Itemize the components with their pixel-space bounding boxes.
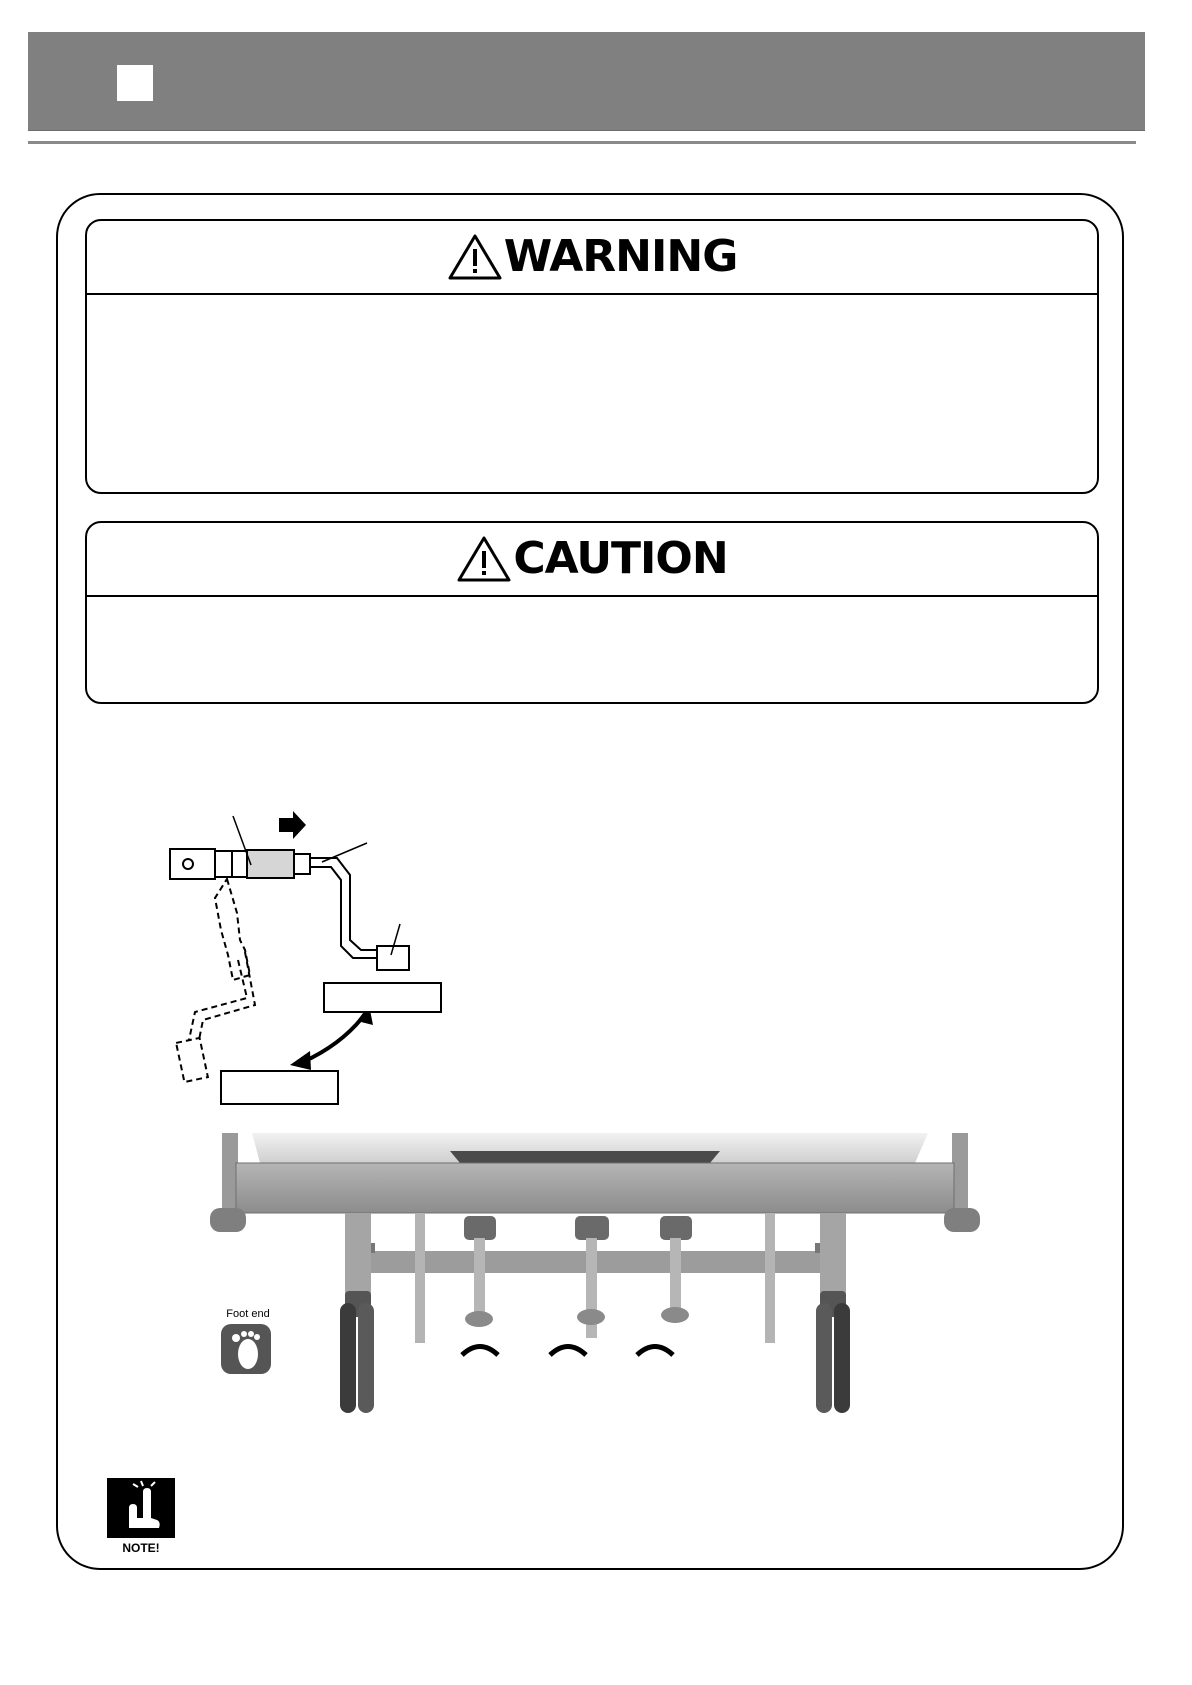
caution-header bbox=[87, 523, 1097, 597]
section-marker bbox=[117, 65, 153, 101]
bed-underside-photo bbox=[200, 1133, 990, 1423]
warning-title: WARNING bbox=[503, 231, 738, 282]
caution-box bbox=[85, 521, 1099, 704]
hand-pointer-icon bbox=[107, 1478, 175, 1556]
foot-icon bbox=[219, 1322, 273, 1376]
header-rule bbox=[28, 141, 1136, 144]
note-label: NOTE! bbox=[122, 1541, 160, 1555]
header-band bbox=[28, 32, 1145, 131]
caution-title: CAUTION bbox=[513, 533, 728, 584]
warning-triangle-icon bbox=[447, 233, 503, 281]
crank-handle-diagram bbox=[165, 800, 455, 1110]
orientation-badge bbox=[219, 1308, 277, 1381]
foot-end-label: Foot end bbox=[226, 1308, 270, 1320]
warning-box bbox=[85, 219, 1099, 494]
warning-header bbox=[87, 221, 1097, 295]
warning-triangle-icon bbox=[456, 535, 512, 583]
